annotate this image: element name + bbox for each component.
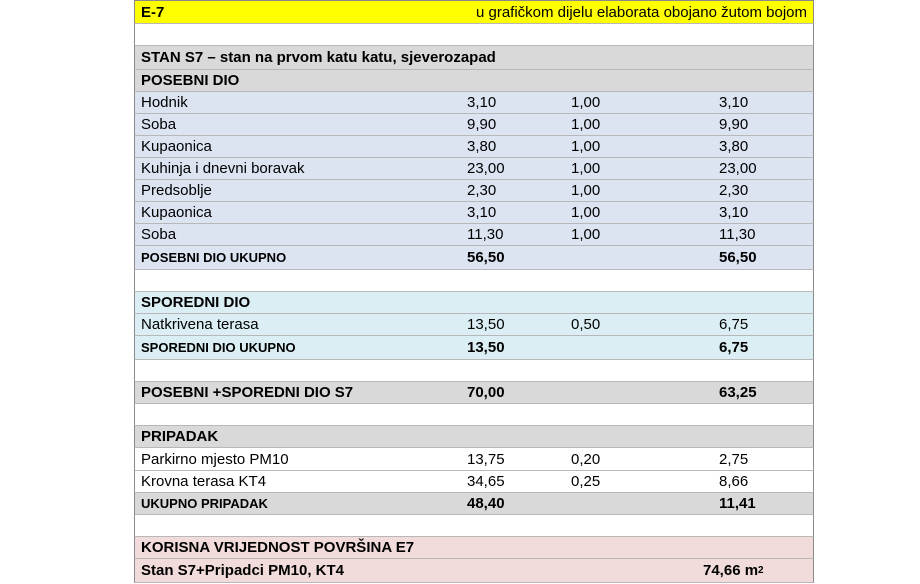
item-area: 13,75 [467, 450, 505, 468]
posebni-subtotal-row [134, 246, 814, 270]
table-row [134, 180, 814, 202]
room-total: 11,30 [719, 226, 756, 243]
room-coef: 1,00 [571, 138, 601, 155]
korisna-value-number: 74,66 m [703, 562, 759, 579]
room-name: Natkrivena terasa [141, 316, 259, 333]
subtotal-area: 13,50 [467, 339, 505, 356]
table-row [134, 448, 814, 471]
header-row [134, 0, 814, 24]
room-total: 2,30 [719, 182, 749, 199]
room-total: 3,10 [719, 94, 749, 111]
area-table [134, 0, 814, 583]
room-area: 3,10 [467, 204, 497, 221]
room-coef: 1,00 [571, 204, 601, 221]
posebni-title-row [134, 70, 814, 92]
subtotal-total: 11,41 [719, 495, 756, 512]
subtotal-area: 56,50 [467, 249, 505, 266]
room-total: 3,10 [719, 204, 749, 221]
room-total: 3,80 [719, 138, 749, 155]
korisna-label: Stan S7+Pripadci PM10, KT4 [141, 562, 344, 579]
item-coef: 0,20 [571, 450, 601, 468]
sporedni-title: SPOREDNI DIO [141, 294, 251, 311]
posebni-title: POSEBNI DIO [141, 72, 240, 89]
room-name: Soba [141, 116, 177, 133]
pripadak-title: PRIPADAK [141, 428, 219, 445]
room-coef: 1,00 [571, 182, 601, 199]
element-code: E-7 [141, 3, 165, 21]
item-total: 2,75 [719, 450, 749, 468]
room-coef: 1,00 [571, 116, 601, 133]
korisna-title-row [134, 537, 814, 559]
table-row [134, 136, 814, 158]
room-area: 11,30 [467, 226, 504, 243]
room-coef: 1,00 [571, 94, 601, 111]
item-name: Parkirno mjesto PM10 [141, 450, 289, 468]
room-coef: 1,00 [571, 160, 601, 177]
combined-label: POSEBNI +SPOREDNI DIO S7 [141, 384, 354, 401]
room-area: 3,10 [467, 94, 497, 111]
table-row [134, 471, 814, 493]
room-area: 9,90 [467, 116, 497, 133]
combined-row [134, 382, 814, 404]
room-name: Hodnik [141, 94, 188, 111]
room-name: Kuhinja i dnevni boravak [141, 160, 305, 177]
table-row [134, 202, 814, 224]
korisna-title: KORISNA VRIJEDNOST POVRŠINA E7 [141, 539, 415, 556]
table-row [134, 92, 814, 114]
unit-title: STAN S7 – stan na prvom katu katu, sjeverozapad [141, 49, 496, 66]
korisna-value: 74,66 m 2 [703, 562, 764, 579]
unit-title-row [134, 46, 814, 70]
room-total: 9,90 [719, 116, 749, 133]
spacer-row [134, 515, 814, 537]
item-area: 34,65 [467, 473, 505, 490]
room-total: 23,00 [719, 160, 757, 177]
room-area: 3,80 [467, 138, 497, 155]
spacer-row [134, 404, 814, 426]
spacer-row [134, 24, 814, 46]
room-area: 2,30 [467, 182, 497, 199]
table-row [134, 158, 814, 180]
room-name: Kupaonica [141, 138, 212, 155]
combined-total: 63,25 [719, 384, 757, 401]
subtotal-total: 56,50 [719, 249, 757, 266]
header-note: u grafičkom dijelu elaborata obojano žutom bojom [475, 3, 807, 21]
subtotal-label: POSEBNI DIO UKUPNO [141, 250, 287, 265]
item-coef: 0,25 [571, 473, 601, 490]
room-name: Soba [141, 226, 177, 243]
sporedni-title-row [134, 292, 814, 314]
table-row [134, 114, 814, 136]
item-name: Krovna terasa KT4 [141, 473, 267, 490]
subtotal-area: 48,40 [467, 495, 505, 512]
room-coef: 0,50 [571, 316, 601, 333]
table-row [134, 224, 814, 246]
room-coef: 1,00 [571, 226, 601, 243]
item-total: 8,66 [719, 473, 749, 490]
room-name: Predsoblje [141, 182, 212, 199]
room-name: Kupaonica [141, 204, 212, 221]
sporedni-subtotal-row [134, 336, 814, 360]
room-total: 6,75 [719, 316, 749, 333]
korisna-value-row [134, 559, 814, 583]
pripadak-subtotal-row [134, 493, 814, 515]
subtotal-total: 6,75 [719, 339, 749, 356]
subtotal-label: UKUPNO PRIPADAK [141, 496, 268, 511]
subtotal-label: SPOREDNI DIO UKUPNO [141, 340, 296, 355]
pripadak-title-row [134, 426, 814, 448]
table-row [134, 314, 814, 336]
room-area: 13,50 [467, 316, 505, 333]
spacer-row [134, 360, 814, 382]
combined-area: 70,00 [467, 384, 505, 401]
spacer-row [134, 270, 814, 292]
room-area: 23,00 [467, 160, 505, 177]
